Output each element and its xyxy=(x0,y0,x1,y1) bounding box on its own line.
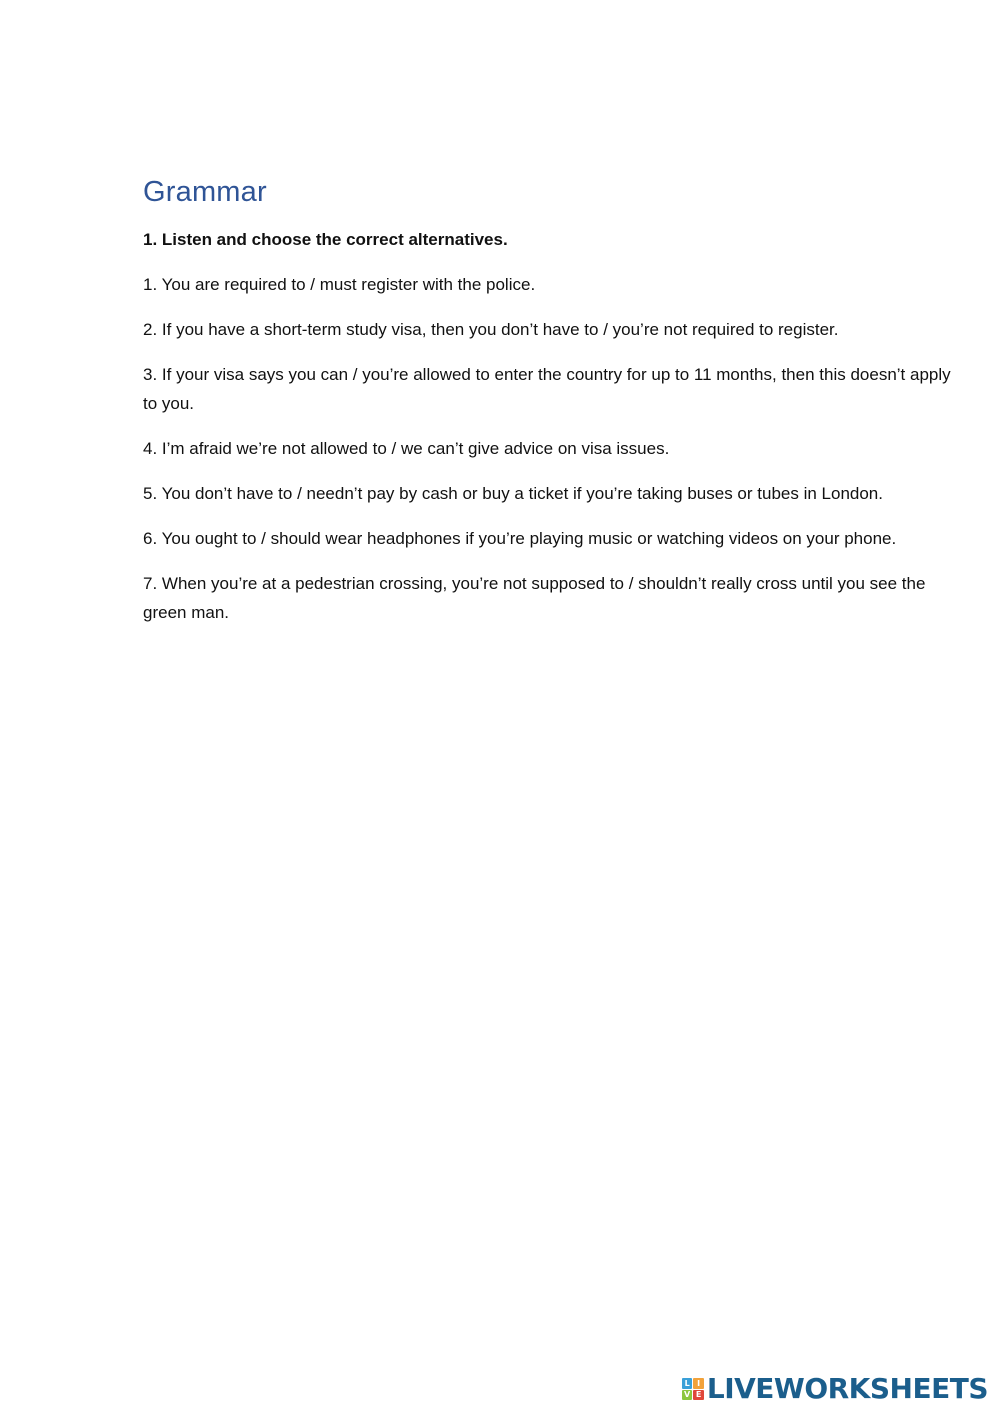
exercise-item-3: 3. If your visa says you can / you’re allowed to enter the country for up to 11 months, then this doesn’t apply to you. xyxy=(143,365,951,413)
exercise-item-5: 5. You don’t have to / needn’t pay by cash or buy a ticket if you’re taking buses or tubes in London. xyxy=(143,484,883,503)
exercise-item-7: 7. When you’re at a pedestrian crossing, you’re not supposed to / shouldn’t really cross until you see the green man. xyxy=(143,574,926,622)
exercise-instruction: 1. Listen and choose the correct alternatives. xyxy=(143,230,508,249)
logo-letter-i: I xyxy=(693,1378,704,1389)
liveworksheets-brand xyxy=(682,1369,988,1409)
exercise-item-4: 4. I’m afraid we’re not allowed to / we can’t give advice on visa issues. xyxy=(143,439,670,458)
liveworksheets-logo-icon xyxy=(682,1378,704,1400)
exercise-item-6: 6. You ought to / should wear headphones if you’re playing music or watching videos on your phone. xyxy=(143,529,897,548)
exercise-list xyxy=(143,270,958,627)
exercise-item-2: 2. If you have a short-term study visa, then you don’t have to / you’re not required to register. xyxy=(143,320,839,339)
logo-letter-l: L xyxy=(682,1378,693,1389)
logo-letter-v: V xyxy=(682,1390,693,1401)
worksheet-content xyxy=(143,172,958,643)
exercise-item-1: 1. You are required to / must register with the police. xyxy=(143,275,536,294)
brand-wordmark: LIVEWORKSHEETS xyxy=(706,1372,988,1405)
section-title: Grammar xyxy=(143,176,267,208)
logo-letter-e: E xyxy=(693,1390,704,1401)
